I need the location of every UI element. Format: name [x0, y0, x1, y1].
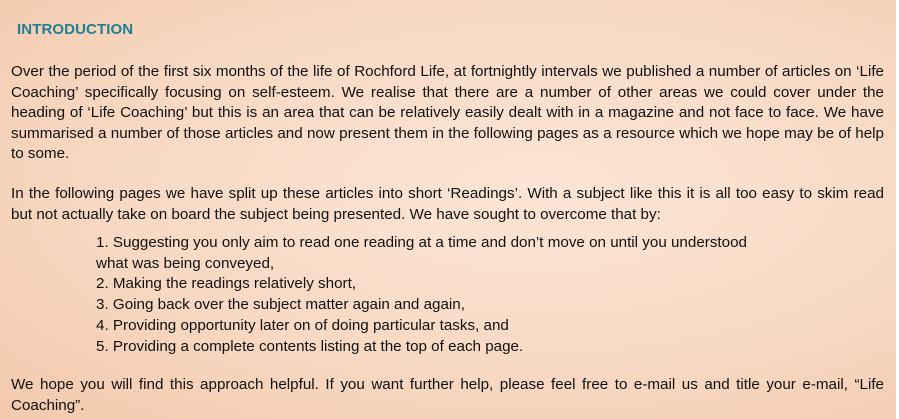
- list-item-continuation: what was being conveyed,: [96, 254, 275, 272]
- list-item-4: [96, 316, 796, 337]
- list-item-text: Suggesting you only aim to read one reading at a time and don’t move on until you understood: [112, 234, 747, 251]
- list-item-text: Providing opportunity later on of doing particular tasks, and: [112, 316, 509, 334]
- list-item-number: 2.: [96, 275, 109, 293]
- list-item-number: 5.: [96, 337, 109, 355]
- list-item-2: [96, 274, 796, 295]
- approach-list: [96, 233, 796, 357]
- list-item-1: [96, 233, 796, 274]
- list-item-number: 4.: [96, 316, 109, 334]
- list-item-5: [96, 337, 796, 358]
- list-item-text: Going back over the subject matter again and again,: [112, 296, 465, 314]
- list-item-number: 1.: [96, 234, 109, 251]
- list-item-text: Providing a complete contents listing at the top of each page.: [112, 337, 524, 355]
- list-item-number: 3.: [96, 296, 109, 314]
- intro-paragraph-2: In the following pages we have split up these articles into short ‘Readings’. With a subject like this it is all too easy to skim read but not actually take on board the subject being presented. We have sought to overcome that by:: [11, 185, 884, 223]
- section-heading: INTRODUCTION: [17, 21, 134, 38]
- list-item-3: [96, 295, 796, 316]
- list-item-text: Making the readings relatively short,: [112, 275, 357, 293]
- intro-paragraph-1: Over the period of the first six months of the life of Rochford Life, at fortnightly intervals we published a number of articles on ‘Life Coaching’ specifically focusing on self-esteem. We realise that there are a number of other areas we could cover under the heading of ‘Life Coaching’ but this is an area that can be relatively easily dealt with in a magazine and not face to face. We have summarised a number of those articles and now present them in the following pages as a resource which we hope may be of help to some.: [11, 63, 884, 162]
- intro-paragraph-3: We hope you will find this approach helpful. If you want further help, please feel free to e-mail us and title your e-mail, “Life Coaching”.: [11, 376, 884, 414]
